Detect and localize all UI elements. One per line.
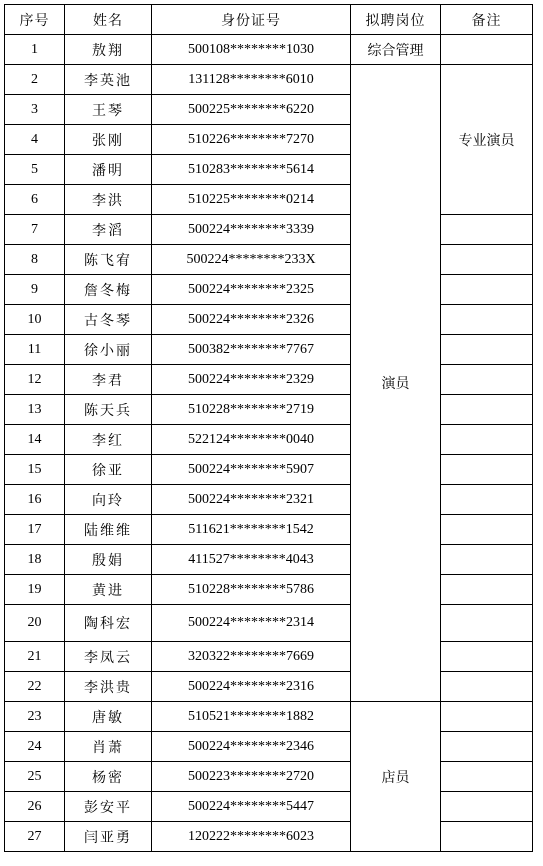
name-cell: 闫亚勇	[65, 822, 152, 852]
remark-cell	[441, 732, 533, 762]
table-row	[5, 455, 533, 485]
id-cell: 510228********5786	[152, 575, 351, 605]
seq-cell: 16	[5, 485, 65, 515]
name-cell: 肖萧	[65, 732, 152, 762]
table-row	[5, 365, 533, 395]
id-cell: 500223********2720	[152, 762, 351, 792]
remark-cell	[441, 545, 533, 575]
id-cell: 500108********1030	[152, 35, 351, 65]
name-cell: 李滔	[65, 215, 152, 245]
id-cell: 500224********2329	[152, 365, 351, 395]
seq-cell: 19	[5, 575, 65, 605]
position-cell-store: 店员	[351, 702, 441, 852]
seq-cell: 13	[5, 395, 65, 425]
seq-cell: 12	[5, 365, 65, 395]
name-cell: 唐敏	[65, 702, 152, 732]
remark-cell	[441, 762, 533, 792]
table-row	[5, 305, 533, 335]
table-row	[5, 642, 533, 672]
remark-cell	[441, 335, 533, 365]
name-cell: 王琴	[65, 95, 152, 125]
table-row	[5, 245, 533, 275]
name-cell: 李君	[65, 365, 152, 395]
seq-cell: 23	[5, 702, 65, 732]
position-cell: 综合管理	[351, 35, 441, 65]
id-cell: 510283********5614	[152, 155, 351, 185]
seq-cell: 25	[5, 762, 65, 792]
name-cell: 张刚	[65, 125, 152, 155]
id-cell: 510228********2719	[152, 395, 351, 425]
name-cell: 敖翔	[65, 35, 152, 65]
name-cell: 陈天兵	[65, 395, 152, 425]
id-cell: 500224********2325	[152, 275, 351, 305]
seq-cell: 20	[5, 605, 65, 642]
table-row	[5, 335, 533, 365]
name-cell: 徐亚	[65, 455, 152, 485]
seq-cell: 15	[5, 455, 65, 485]
header-seq: 序号	[5, 5, 65, 35]
name-cell: 潘明	[65, 155, 152, 185]
table-row	[5, 605, 533, 642]
id-cell: 411527********4043	[152, 545, 351, 575]
remark-cell	[441, 395, 533, 425]
id-cell: 320322********7669	[152, 642, 351, 672]
table-row	[5, 732, 533, 762]
remark-cell-professional: 专业演员	[441, 65, 533, 215]
name-cell: 陈飞宥	[65, 245, 152, 275]
id-cell: 500224********5907	[152, 455, 351, 485]
id-cell: 131128********6010	[152, 65, 351, 95]
seq-cell: 21	[5, 642, 65, 672]
table-row	[5, 275, 533, 305]
seq-cell: 17	[5, 515, 65, 545]
recruitment-table	[4, 4, 533, 852]
seq-cell: 11	[5, 335, 65, 365]
seq-cell: 27	[5, 822, 65, 852]
header-row	[5, 5, 533, 35]
seq-cell: 3	[5, 95, 65, 125]
id-cell: 500224********233X	[152, 245, 351, 275]
seq-cell: 2	[5, 65, 65, 95]
name-cell: 徐小丽	[65, 335, 152, 365]
remark-cell	[441, 425, 533, 455]
table-row	[5, 485, 533, 515]
name-cell: 杨密	[65, 762, 152, 792]
table-row	[5, 822, 533, 852]
name-cell: 李英池	[65, 65, 152, 95]
seq-cell: 10	[5, 305, 65, 335]
seq-cell: 4	[5, 125, 65, 155]
seq-cell: 5	[5, 155, 65, 185]
seq-cell: 18	[5, 545, 65, 575]
header-remarks: 备注	[441, 5, 533, 35]
remark-cell	[441, 702, 533, 732]
remark-cell	[441, 822, 533, 852]
id-cell: 500224********2346	[152, 732, 351, 762]
id-cell: 511621********1542	[152, 515, 351, 545]
table-row	[5, 672, 533, 702]
id-cell: 510226********7270	[152, 125, 351, 155]
table-row	[5, 545, 533, 575]
name-cell: 李洪贵	[65, 672, 152, 702]
id-cell: 500382********7767	[152, 335, 351, 365]
seq-cell: 7	[5, 215, 65, 245]
table-row	[5, 425, 533, 455]
name-cell: 黄进	[65, 575, 152, 605]
position-cell-actors: 演员	[351, 65, 441, 702]
remark-cell	[441, 605, 533, 642]
id-cell: 500224********2316	[152, 672, 351, 702]
remark-cell	[441, 455, 533, 485]
seq-cell: 8	[5, 245, 65, 275]
table-row	[5, 575, 533, 605]
remark-cell	[441, 672, 533, 702]
remark-cell	[441, 642, 533, 672]
remark-cell	[441, 35, 533, 65]
id-cell: 500224********5447	[152, 792, 351, 822]
table-row	[5, 395, 533, 425]
remark-cell	[441, 575, 533, 605]
id-cell: 500224********3339	[152, 215, 351, 245]
seq-cell: 26	[5, 792, 65, 822]
seq-cell: 6	[5, 185, 65, 215]
remark-cell	[441, 792, 533, 822]
name-cell: 李凤云	[65, 642, 152, 672]
seq-cell: 9	[5, 275, 65, 305]
header-position: 拟聘岗位	[351, 5, 441, 35]
remark-cell	[441, 515, 533, 545]
table-row	[5, 762, 533, 792]
id-cell: 522124********0040	[152, 425, 351, 455]
remark-cell	[441, 485, 533, 515]
id-cell: 500224********2326	[152, 305, 351, 335]
table-row	[5, 792, 533, 822]
name-cell: 殷娟	[65, 545, 152, 575]
remark-cell	[441, 275, 533, 305]
name-cell: 古冬琴	[65, 305, 152, 335]
table-row	[5, 35, 533, 65]
id-cell: 510225********0214	[152, 185, 351, 215]
name-cell: 陶科宏	[65, 605, 152, 642]
remark-cell	[441, 215, 533, 245]
seq-cell: 22	[5, 672, 65, 702]
remark-cell	[441, 305, 533, 335]
remark-cell	[441, 245, 533, 275]
header-id: 身份证号	[152, 5, 351, 35]
id-cell: 500224********2314	[152, 605, 351, 642]
table-row	[5, 702, 533, 732]
header-name: 姓名	[65, 5, 152, 35]
seq-cell: 1	[5, 35, 65, 65]
name-cell: 李红	[65, 425, 152, 455]
id-cell: 120222********6023	[152, 822, 351, 852]
name-cell: 向玲	[65, 485, 152, 515]
seq-cell: 24	[5, 732, 65, 762]
seq-cell: 14	[5, 425, 65, 455]
name-cell: 李洪	[65, 185, 152, 215]
id-cell: 500224********2321	[152, 485, 351, 515]
name-cell: 彭安平	[65, 792, 152, 822]
table-row	[5, 65, 533, 95]
id-cell: 500225********6220	[152, 95, 351, 125]
name-cell: 陆维维	[65, 515, 152, 545]
table-row	[5, 515, 533, 545]
id-cell: 510521********1882	[152, 702, 351, 732]
name-cell: 詹冬梅	[65, 275, 152, 305]
remark-cell	[441, 365, 533, 395]
table-row	[5, 215, 533, 245]
